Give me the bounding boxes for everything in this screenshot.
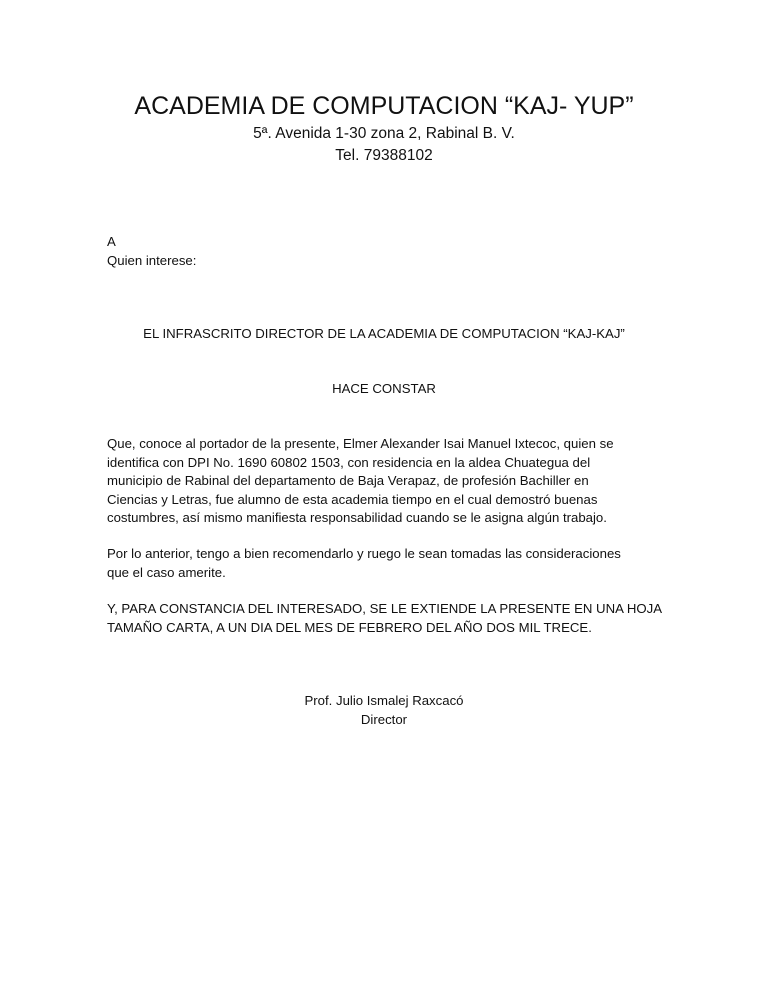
- letterhead-address: 5ª. Avenida 1-30 zona 2, Rabinal B. V.: [253, 125, 515, 142]
- recipient-block: [107, 233, 667, 270]
- hace-constar-heading: HACE CONSTAR: [332, 381, 436, 396]
- paragraph-line: Ciencias y Letras, fue alumno de esta academia tiempo en el cual demostró buenas: [107, 491, 598, 507]
- paragraph-line: TAMAÑO CARTA, A UN DIA DEL MES DE FEBRERO DEL AÑO DOS MIL TRECE.: [107, 619, 592, 635]
- paragraph-constancia: [107, 600, 667, 637]
- paragraph-recommendation: [107, 545, 667, 582]
- paragraph-line: Que, conoce al portador de la presente, Elmer Alexander Isai Manuel Ixtecoc, quien se: [107, 436, 614, 451]
- paragraph-certification: [107, 435, 667, 528]
- paragraph-line: municipio de Rabinal del departamento de Baja Verapaz, de profesión Bachiller en: [107, 473, 589, 488]
- signature-role: Director: [360, 712, 408, 727]
- letterhead-title: ACADEMIA DE COMPUTACION “KAJ- YUP”: [134, 92, 634, 120]
- signature-name: Prof. Julio Ismalej Raxcacó: [304, 693, 464, 708]
- recipient-line-quien: Quien interese:: [107, 252, 197, 268]
- paragraph-line: identifica con DPI No. 1690 60802 1503, con residencia en la aldea Chuategua del: [107, 454, 591, 470]
- paragraph-line: Por lo anterior, tengo a bien recomendarlo y ruego le sean tomadas las consideraciones: [107, 546, 621, 561]
- letterhead-phone: Tel. 79388102: [335, 147, 433, 164]
- recipient-line-a: A: [107, 234, 116, 249]
- paragraph-line: que el caso amerite.: [107, 564, 226, 580]
- paragraph-line: costumbres, así mismo manifiesta responsabilidad cuando se le asigna algún trabajo.: [107, 510, 607, 525]
- paragraph-line: Y, PARA CONSTANCIA DEL INTERESADO, SE LE EXTIENDE LA PRESENTE EN UNA HOJA: [107, 601, 663, 616]
- director-heading: EL INFRASCRITO DIRECTOR DE LA ACADEMIA DE COMPUTACION “KAJ-KAJ”: [143, 326, 625, 341]
